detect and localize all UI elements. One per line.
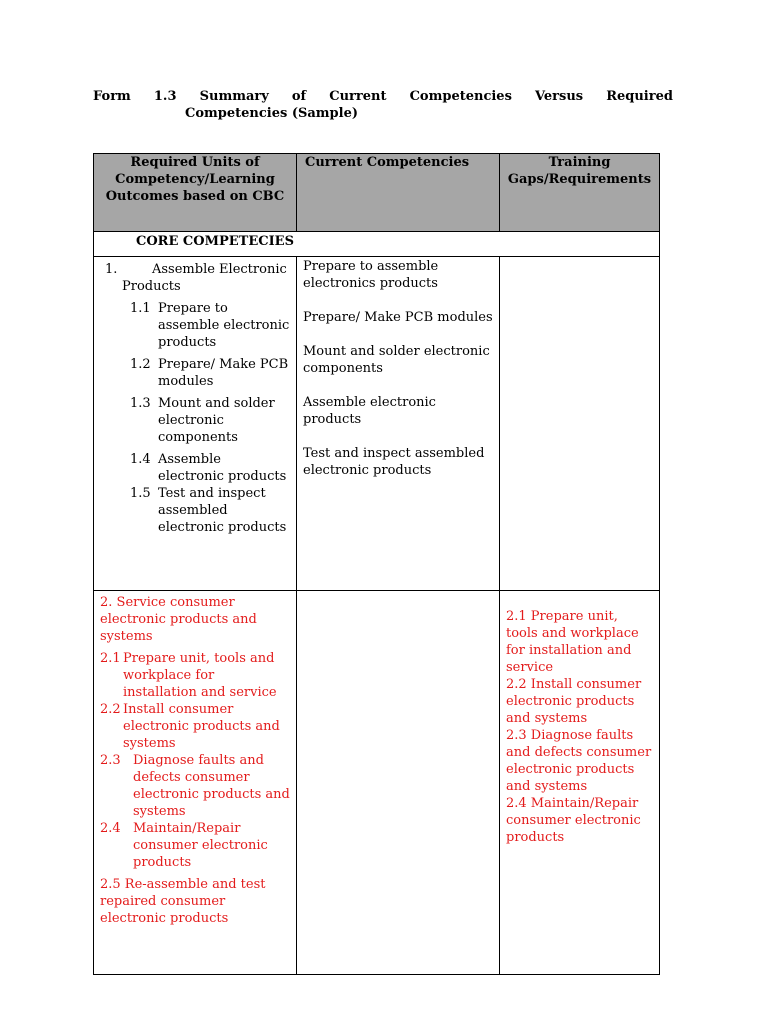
list-item: 1.2 Prepare/ Make PCB modules [130,357,289,389]
section-label-cell [94,232,660,257]
list-item: Prepare/ Make PCB modules [303,310,493,325]
title-line-1 [93,88,673,105]
table-header-row [94,154,660,232]
list-item: Test and inspect assembled electronic products [303,446,485,478]
list-item: Prepare to assemble electronics products [303,259,439,291]
title-word: Summary [199,89,269,104]
list-item: 1.1 Prepare to assemble electronic products [130,301,290,350]
header-current-competencies: Current Competencies [297,154,500,232]
title-word: 1.3 [153,89,177,104]
table-row [94,591,660,975]
list-item: 2.5 Re-assemble and test repaired consumer electronic products [100,877,266,926]
list-item: 2.2 Install consumer electronic products and systems [506,677,642,726]
list-item: 2.2 Install consumer electronic products and systems [100,702,280,751]
table-row [94,257,660,591]
unit2-required-cell [94,591,297,975]
list-item: 1.5 Test and inspect assembled electronic products [130,486,287,535]
title-word: Competencies [409,89,512,104]
list-item: 2.3 Diagnose faults and defects consumer electronic products and systems [100,753,290,819]
unit2-gaps-cell [500,591,660,975]
list-item: 2.4 Maintain/Repair consumer electronic products [100,821,268,870]
list-item: 2.1 Prepare unit, tools and workplace for installation and service [100,651,277,700]
list-item: 1.3 Mount and solder electronic components [130,396,275,445]
title-line-2: Competencies (Sample) [185,106,358,121]
header-training-gaps: Training Gaps/Requirements [500,154,660,232]
unit1-gaps-cell [500,257,660,591]
section-label: CORE COMPETECIES [136,234,294,249]
list-item: 2.4 Maintain/Repair consumer electronic products [506,796,641,845]
unit2-title: 2. Service consumer electronic products and systems [100,595,257,644]
title-word: Required [606,89,673,104]
section-row [94,232,660,257]
form-title [93,88,673,122]
unit2-current-cell [297,591,500,975]
title-word: Versus [534,89,584,104]
header-required-units: Required Units of Competency/Learning Outcomes based on CBC [94,154,297,232]
competency-table [93,153,660,975]
title-word: Form [93,89,131,104]
list-item: 2.1 Prepare unit, tools and workplace for installation and service [506,609,639,675]
title-word: of [291,89,307,104]
list-item: 1.4 Assemble electronic products [130,452,287,484]
list-item: Assemble electronic products [303,395,436,427]
list-item: 2.3 Diagnose faults and defects consumer electronic products and systems [506,728,652,794]
title-word: Current [329,89,387,104]
list-item: Mount and solder electronic components [303,344,490,376]
unit1-title: 1. Assemble Electronic Products [105,262,287,294]
unit1-required-cell [94,257,297,591]
unit1-current-cell [297,257,500,591]
